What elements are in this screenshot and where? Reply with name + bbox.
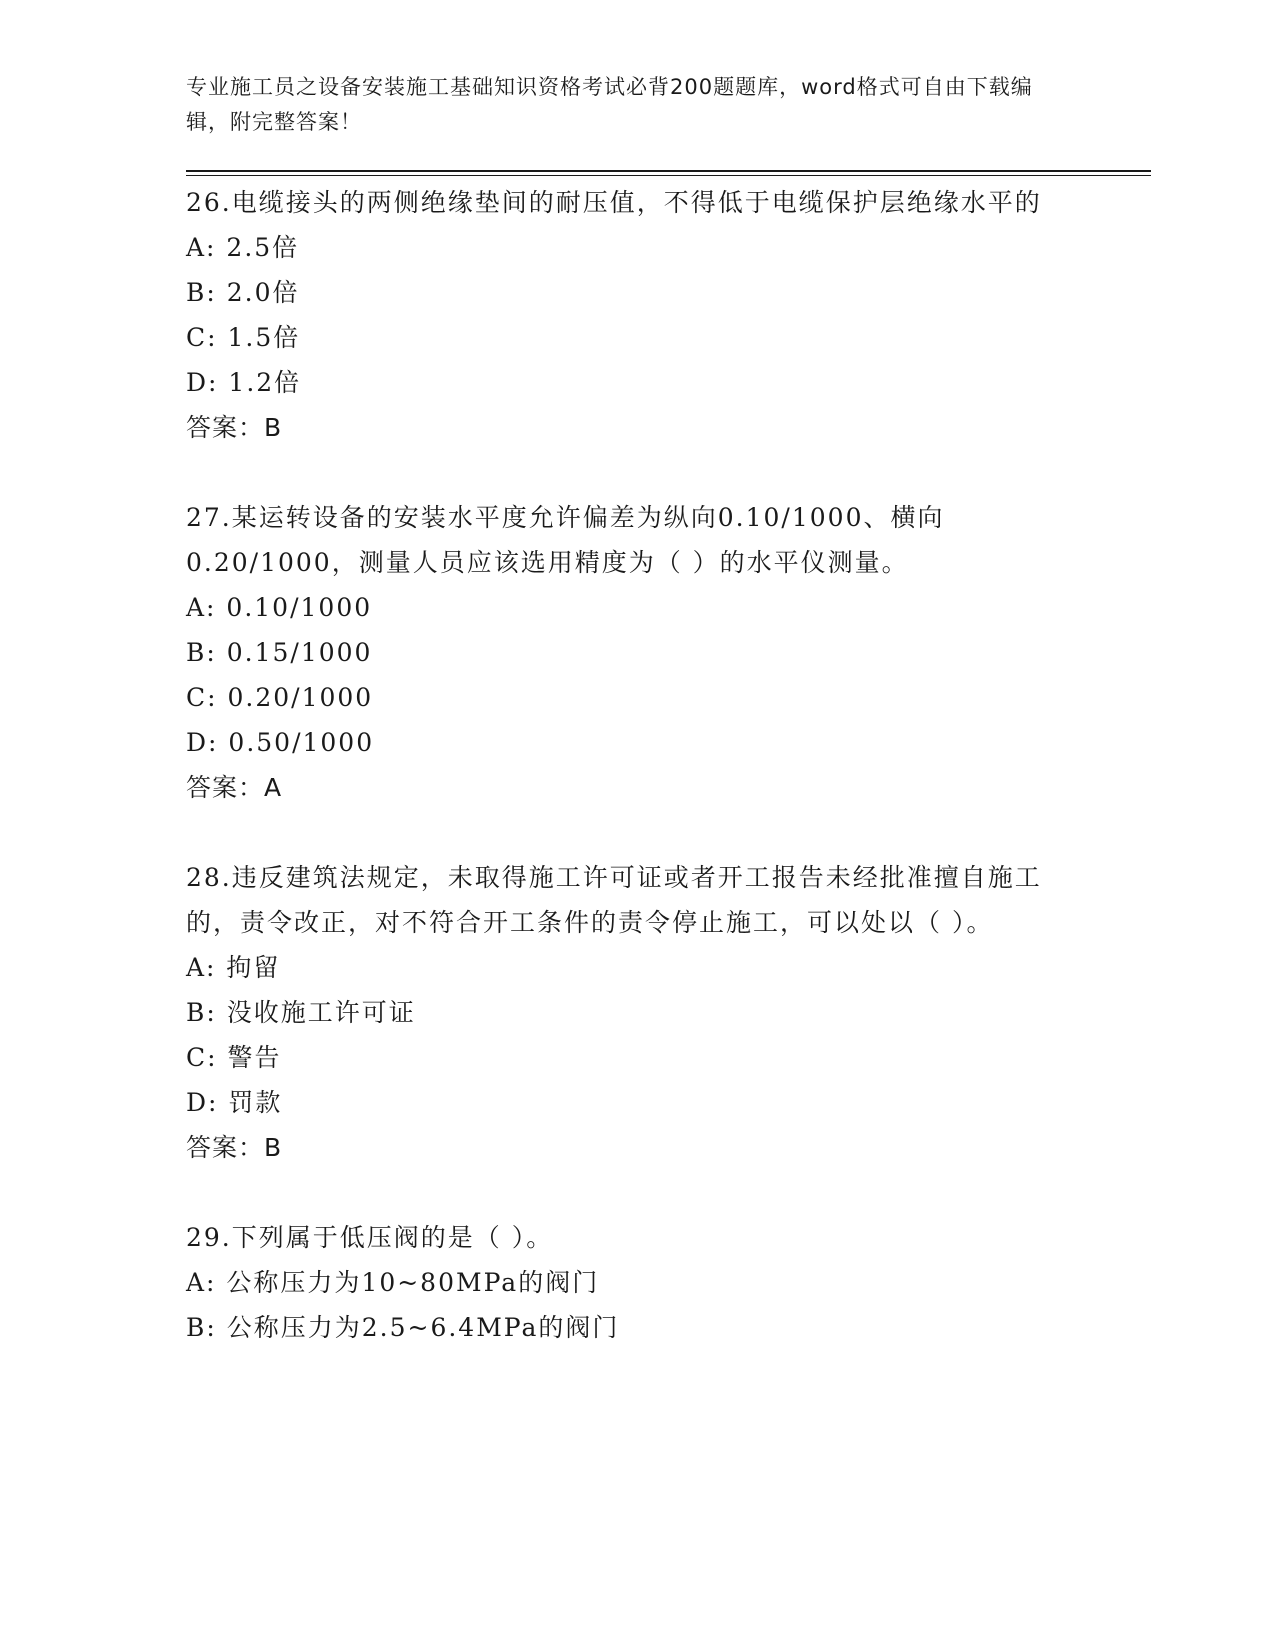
question-title: 28.违反建筑法规定，未取得施工许可证或者开工报告未经批准擅自施工的，责令改正，对不符合开工条件的责令停止施工，可以处以（ ）。 <box>186 863 1042 937</box>
option-c: C: 0.20/1000 <box>186 683 374 712</box>
option-b: B: 没收施工许可证 <box>186 998 416 1027</box>
option-d: D: 1.2倍 <box>186 368 302 397</box>
question-26 <box>186 180 1166 450</box>
option-a: A: 公称压力为10~80MPa的阀门 <box>186 1268 600 1297</box>
divider-line-bottom <box>186 175 1151 177</box>
option-a: A: 0.10/1000 <box>186 593 373 622</box>
answer: 答案：B <box>186 1133 283 1162</box>
option-a: A: 拘留 <box>186 953 281 982</box>
document-page <box>186 70 1166 1350</box>
option-b: B: 2.0倍 <box>186 278 300 307</box>
option-b: B: 0.15/1000 <box>186 638 373 667</box>
question-spacer <box>186 450 1166 495</box>
question-spacer <box>186 810 1166 855</box>
question-spacer <box>186 1170 1166 1215</box>
question-29 <box>186 1215 1166 1350</box>
question-title: 29.下列属于低压阀的是（ ）。 <box>186 1223 554 1252</box>
option-d: D: 罚款 <box>186 1088 283 1117</box>
option-d: D: 0.50/1000 <box>186 728 375 757</box>
answer: 答案：A <box>186 773 283 802</box>
question-27 <box>186 495 1166 810</box>
answer: 答案：B <box>186 413 283 442</box>
option-c: C: 1.5倍 <box>186 323 301 352</box>
question-title: 27.某运转设备的安装水平度允许偏差为纵向0.10/1000、横向0.20/1000，测量人员应该选用精度为（ ）的水平仪测量。 <box>186 503 945 577</box>
option-c: C: 警告 <box>186 1043 282 1072</box>
question-title: 26.电缆接头的两侧绝缘垫间的耐压值，不得低于电缆保护层绝缘水平的 <box>186 188 1042 217</box>
option-b: B: 公称压力为2.5~6.4MPa的阀门 <box>186 1313 620 1342</box>
option-a: A: 2.5倍 <box>186 233 300 262</box>
question-28 <box>186 855 1166 1170</box>
header-divider <box>186 170 1151 176</box>
document-header: 专业施工员之设备安装施工基础知识资格考试必背200题题库，word格式可自由下载编辑，附完整答案！ <box>186 75 1033 134</box>
divider-line-top <box>186 170 1151 172</box>
